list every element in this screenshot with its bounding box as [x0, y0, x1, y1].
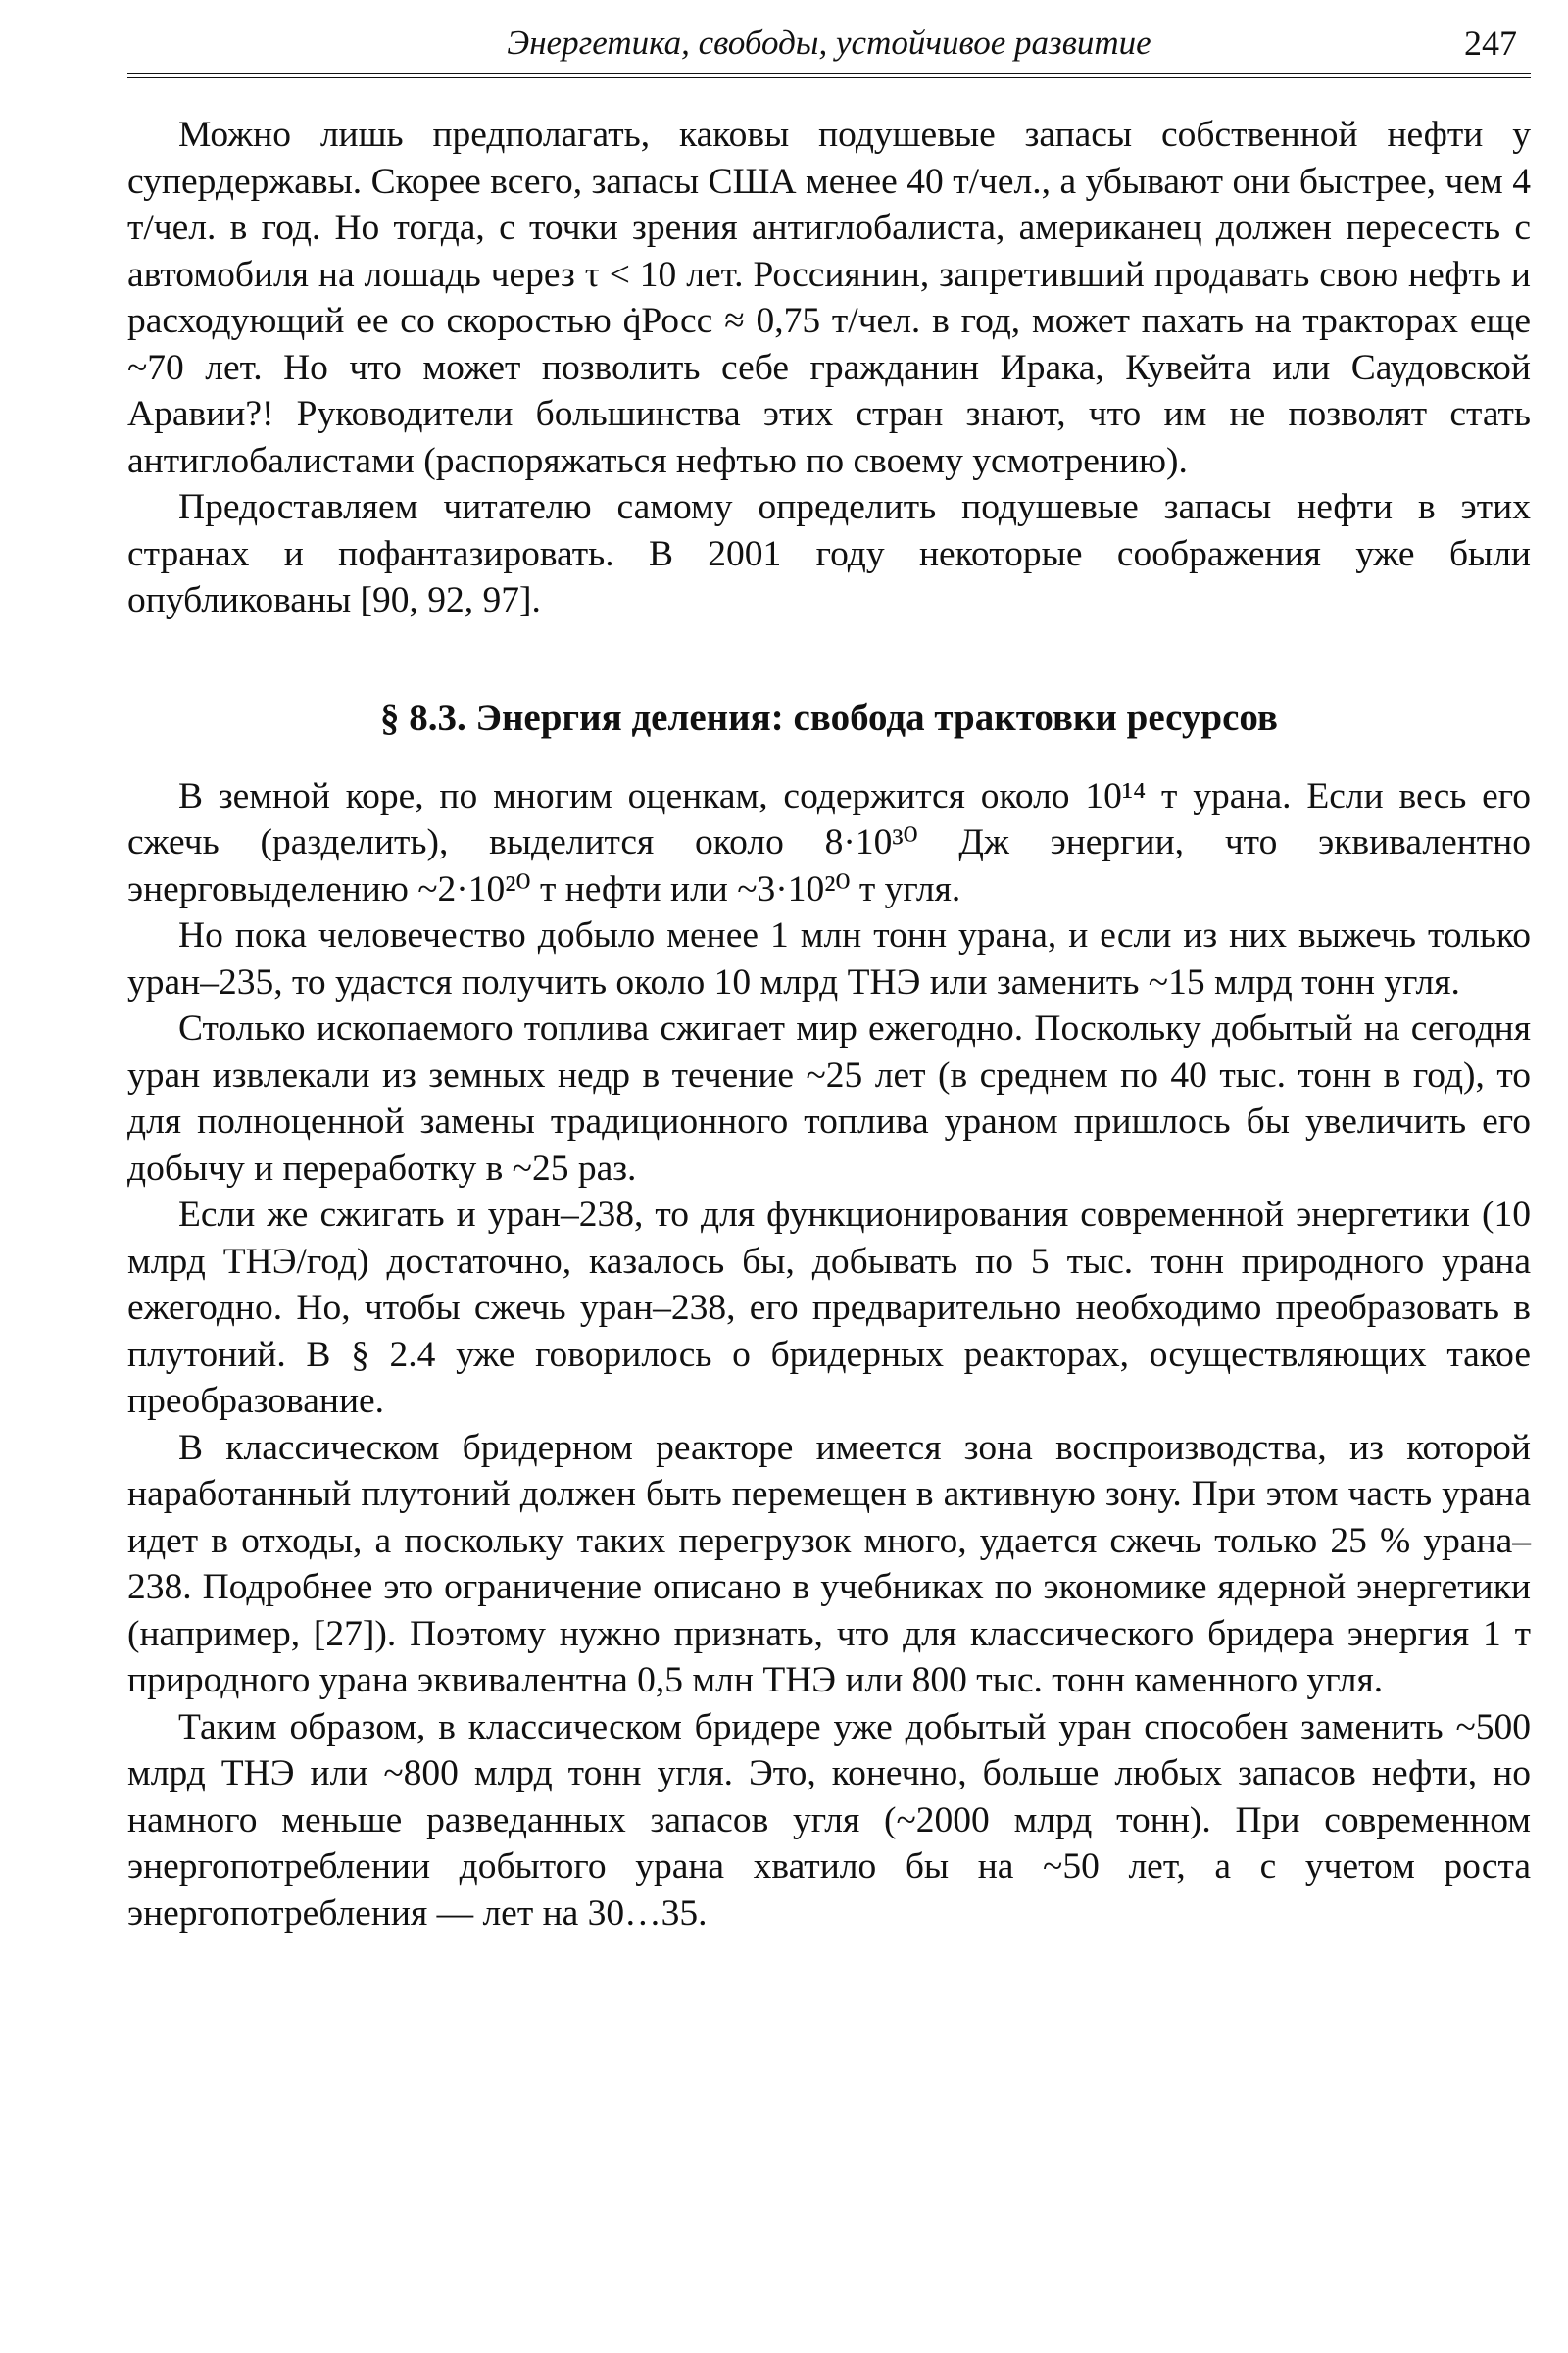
paragraph: В земной коре, по многим оценкам, содержится около 10¹⁴ т урана. Если весь его сжечь (разделить), выделится около 8·10³⁰ Дж энергии, что эквивалентно энерговыделению ~2·10²⁰ т нефти или ~3·10²⁰ т угля.	[127, 775, 1531, 909]
section-title: § 8.3. Энергия деления: свобода трактовки ресурсов	[380, 696, 1278, 739]
page-body	[127, 112, 1531, 1936]
book-page	[127, 22, 1531, 1936]
paragraph: Если же сжигать и уран–238, то для функционирования современной энергетики (10 млрд ТНЭ/год) достаточно, казалось бы, добывать по 5 тыс. тонн природного урана ежегодно. Но, чтобы сжечь уран–238, его предварительно необходимо преобразовать в плутоний. В § 2.4 уже говорилось о бридерных реакторах, осуществляющих такое преобразование.	[127, 1195, 1531, 1421]
paragraph: Столько ископаемого топлива сжигает мир ежегодно. Поскольку добытый на сегодня уран извлекали из земных недр в течение ~25 лет (в среднем по 40 тыс. тонн в год), то для полноценной замены традиционного топлива ураном пришлось бы увеличить его добычу и переработку в ~25 раз.	[127, 1008, 1531, 1189]
header-rule	[127, 73, 1531, 74]
running-title: Энергетика, свободы, устойчивое развитие	[507, 24, 1152, 62]
paragraph: Можно лишь предполагать, каковы подушевые запасы собственной нефти у супердержавы. Скорее всего, запасы США менее 40 т/чел., а убывают они быстрее, чем 4 т/чел. в год. Но тогда, с точки зрения антиглобалиста, американец должен пересесть с автомобиля на лошадь через τ < 10 лет. Россиянин, запретивший продавать свою нефть и расходующий ее со скоростью q̇Росс ≈ 0,75 т/чел. в год, может пахать на тракторах еще ~70 лет. Но что может позволить себе гражданин Ирака, Кувейта или Саудовской Аравии?! Руководители большинства этих стран знают, что им не позволят стать антиглобалистами (распоряжаться нефтью по своему усмотрению).	[127, 115, 1531, 481]
header-rule-thin	[127, 77, 1531, 78]
page-number: 247	[1464, 24, 1517, 63]
paragraph: В классическом бридерном реакторе имеется зона воспроизводства, из которой наработанный плутоний должен быть перемещен в активную зону. При этом часть урана идет в отходы, а поскольку таких перегрузок много, удается сжечь только 25 % урана–238. Подробнее это ограничение описано в учебниках по экономике ядерной энергетики (например, [27]). Поэтому нужно признать, что для классического бридера энергия 1 т природного урана эквивалентна 0,5 млн ТНЭ или 800 тыс. тонн каменного угля.	[127, 1427, 1531, 1700]
paragraph: Таким образом, в классическом бридере уже добытый уран способен заменить ~500 млрд ТНЭ или ~800 млрд тонн угля. Это, конечно, больше любых запасов нефти, но намного меньше разведанных запасов угля (~2000 млрд тонн). При современном энергопотреблении добытого урана хватило бы на ~50 лет, а с учетом роста энергопотребления — лет на 30…35.	[127, 1706, 1531, 1934]
paragraph: Предоставляем читателю самому определить подушевые запасы нефти в этих странах и пофантазировать. В 2001 году некоторые соображения уже были опубликованы [90, 92, 97].	[127, 487, 1531, 620]
page-header	[127, 22, 1531, 65]
paragraph: Но пока человечество добыло менее 1 млн тонн урана, и если из них выжечь только уран–235, то удастся получить около 10 млрд ТНЭ или заменить ~15 млрд тонн угля.	[127, 915, 1531, 1003]
